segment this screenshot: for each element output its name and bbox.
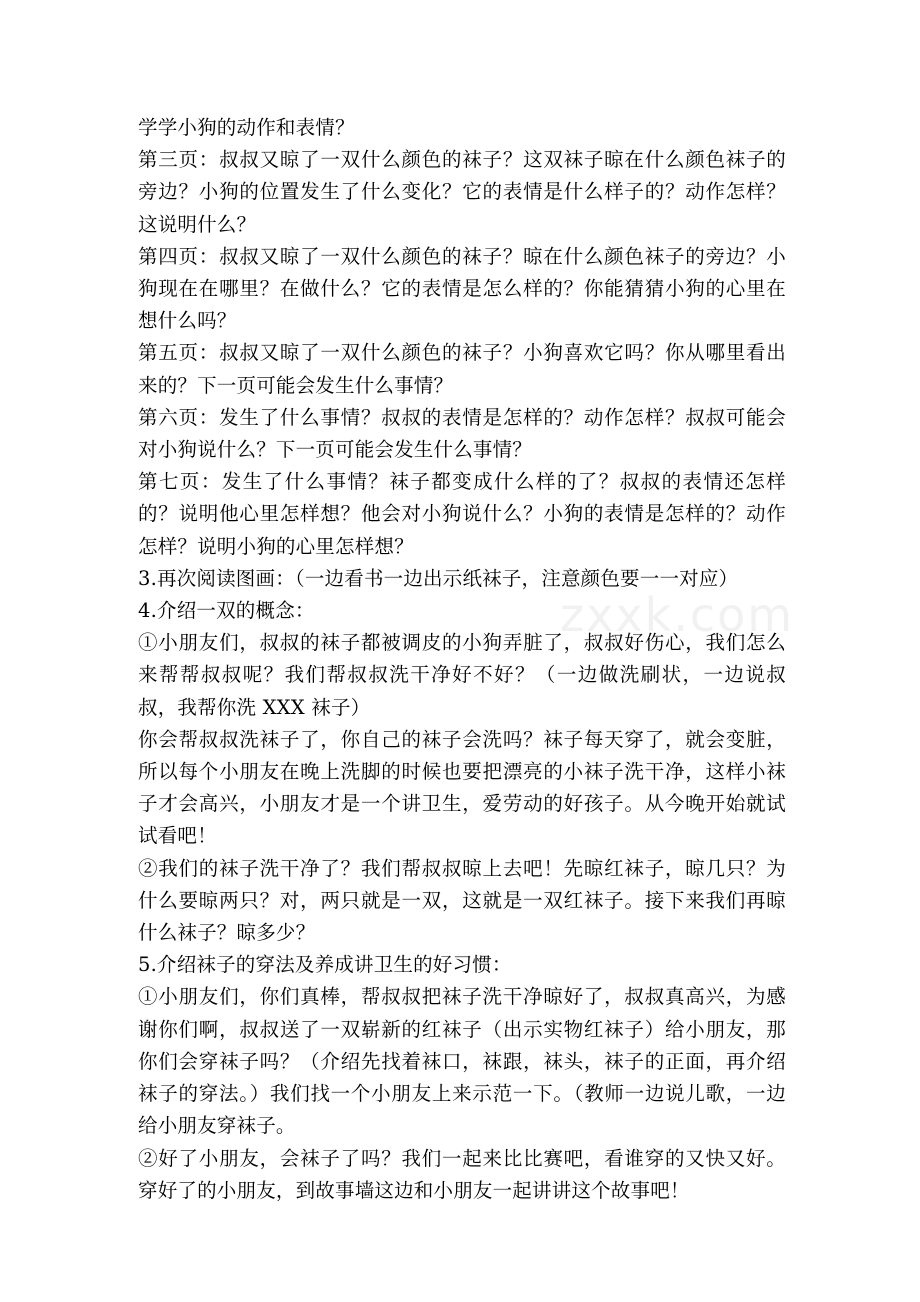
paragraph: 第六页：发生了什么事情？叔叔的表情是怎样的？动作怎样？叔叔可能会对小狗说什么？下一页可能会发生什么事情？ [138, 405, 786, 462]
document-body [138, 112, 786, 1207]
paragraph: ①小朋友们，叔叔的袜子都被调皮的小狗弄脏了，叔叔好伤心，我们怎么来帮帮叔叔呢？我们帮叔叔洗干净好不好？（一边做洗刷状，一边说叔叔，我帮你洗 XXX 袜子） [138, 631, 786, 719]
paragraph: 你会帮叔叔洗袜子了，你自己的袜子会洗吗？袜子每天穿了，就会变脏，所以每个小朋友在晚上洗脚的时候也要把漂亮的小袜子洗干净，这样小袜子才会高兴，小朋友才是一个讲卫生，爱劳动的好孩子。从今晚开始就试试看吧！ [138, 727, 786, 848]
watermark: zxxk.com [560, 588, 795, 642]
paragraph: 第三页：叔叔又晾了一双什么颜色的袜子？这双袜子晾在什么颜色袜子的旁边？小狗的位置发生了什么变化？它的表情是什么样子的？动作怎样？这说明什么？ [138, 148, 786, 236]
paragraph: 第七页：发生了什么事情？袜子都变成什么样的了？叔叔的表情还怎样的？说明他心里怎样想？他会对小狗说什么？小狗的表情是怎样的？动作怎样？说明小狗的心里怎样想？ [138, 470, 786, 558]
section-heading: 4.介绍一双的概念： [138, 599, 315, 623]
paragraph: 第四页：叔叔又晾了一双什么颜色的袜子？晾在什么颜色袜子的旁边？小狗现在在哪里？在做什么？它的表情是怎么样的？你能猜猜小狗的心里在想什么吗？ [138, 244, 786, 333]
paragraph: 第五页：叔叔又晾了一双什么颜色的袜子？小狗喜欢它吗？你从哪里看出来的？下一页可能会发生什么事情？ [138, 341, 786, 397]
paragraph: ①小朋友们，你们真棒，帮叔叔把袜子洗干净晾好了，叔叔真高兴，为感谢你们啊，叔叔送了一双崭新的红袜子（出示实物红袜子）给小朋友，那你们会穿袜子吗？（介绍先找着袜口，袜跟，袜头，袜子的正面，再介绍袜子的穿法。）我们找一个小朋友上来示范一下。（教师一边说儿歌，一边给小朋友穿袜子。 [138, 985, 786, 1138]
paragraph: ②好了小朋友，会袜子了吗？我们一起来比比赛吧，看谁穿的又快又好。穿好了的小朋友，到故事墙这边和小朋友一起讲讲这个故事吧！ [138, 1146, 786, 1202]
paragraph: 学学小狗的动作和表情？ [138, 116, 355, 139]
section-heading: 3.再次阅读图画：（一边看书一边出示纸袜子，注意颜色要一一对应） [138, 566, 739, 590]
section-heading: 5.介绍袜子的穿法及养成讲卫生的好习惯： [138, 953, 512, 977]
paragraph: ②我们的袜子洗干净了？我们帮叔叔晾上去吧！先晾红袜子，晾几只？为什么要晾两只？对，两只就是一双，这就是一双红袜子。接下来我们再晾什么袜子？晾多少？ [138, 856, 786, 945]
